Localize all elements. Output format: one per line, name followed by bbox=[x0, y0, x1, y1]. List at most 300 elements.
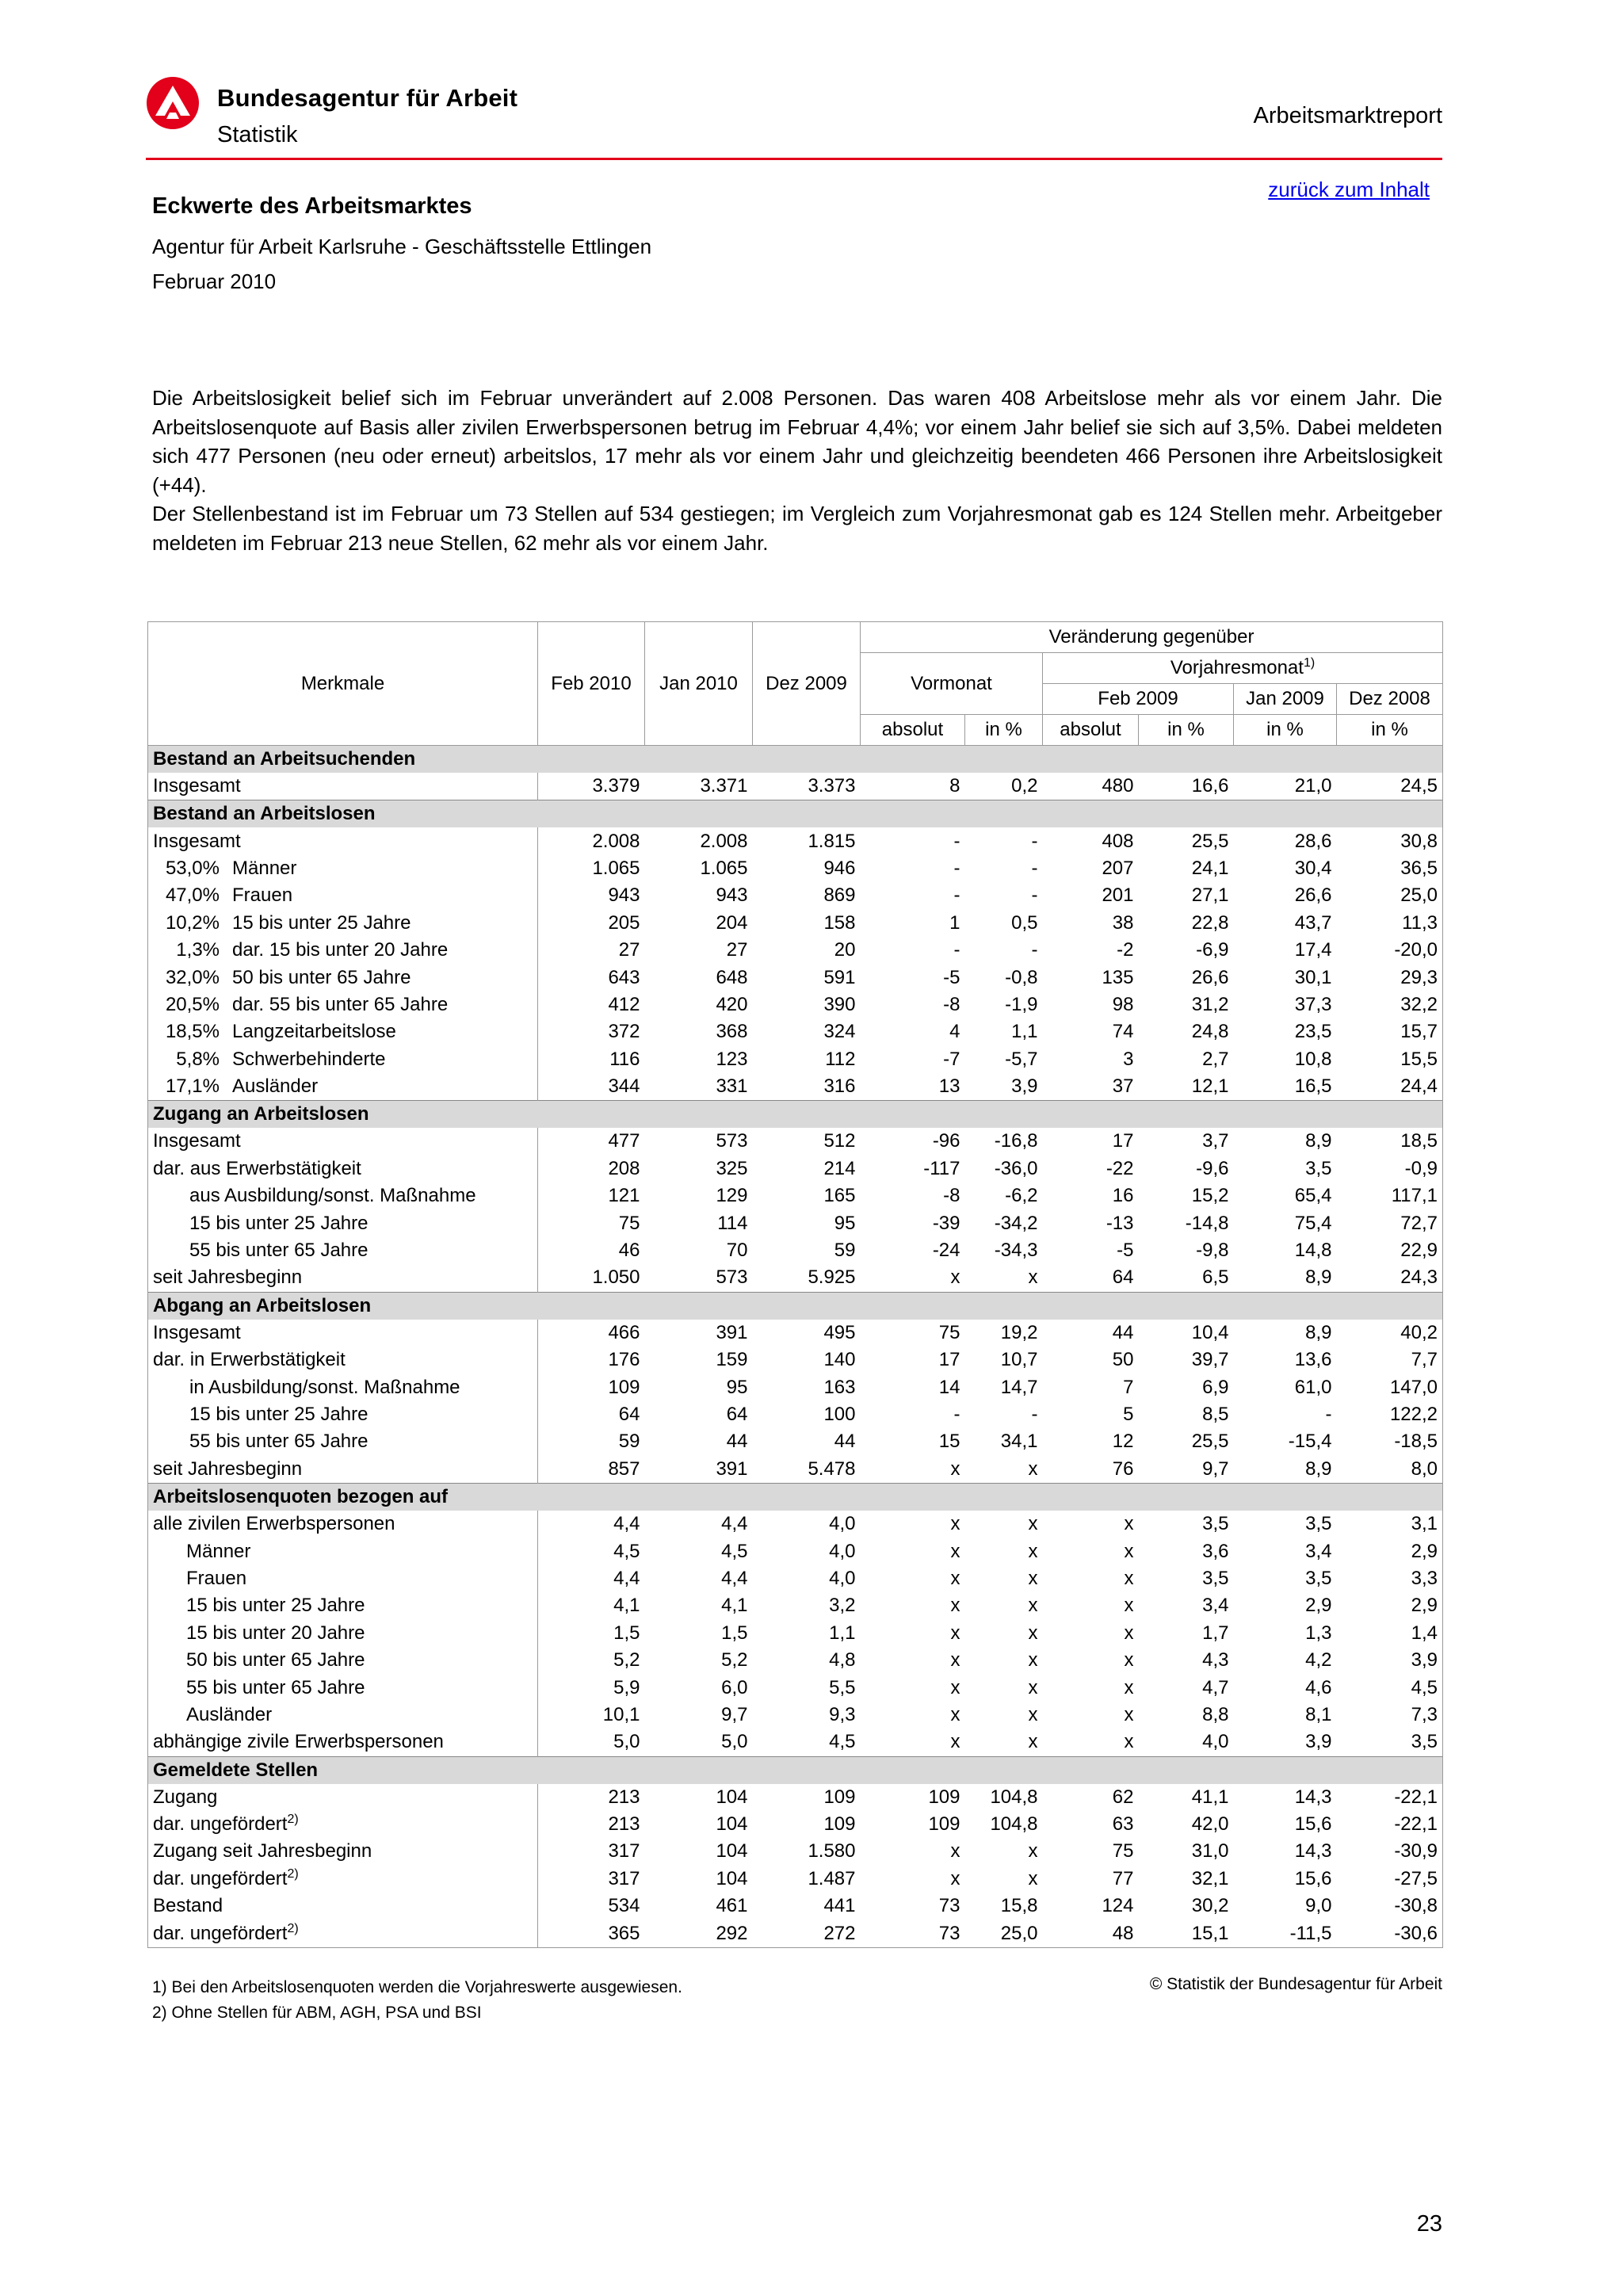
table-cell: -5 bbox=[1117, 1240, 1134, 1262]
table-cell: 3.371 bbox=[700, 775, 748, 797]
header-jan-2010: Jan 2010 bbox=[645, 622, 753, 746]
table-cell: 3.373 bbox=[808, 775, 856, 797]
table-cell: -30,8 bbox=[1337, 1893, 1443, 1920]
table-cell: 21,0 bbox=[1294, 775, 1332, 797]
table-cell: -6,9 bbox=[1196, 939, 1229, 961]
table-cell: 22,8 bbox=[1191, 911, 1229, 934]
table-cell: 534 bbox=[608, 1895, 640, 1917]
table-cell: x bbox=[950, 1703, 960, 1725]
row-label bbox=[148, 1373, 538, 1400]
section-fill bbox=[538, 1483, 1443, 1511]
table-cell: 8,9 bbox=[1305, 1130, 1332, 1152]
table-cell: 3,6 bbox=[1202, 1540, 1229, 1562]
table-cell: 2,9 bbox=[1305, 1595, 1332, 1617]
row-label bbox=[148, 855, 538, 882]
table-row bbox=[148, 1073, 1443, 1101]
row-label bbox=[148, 1538, 538, 1564]
header-in-pct: in % bbox=[1337, 715, 1443, 746]
table-cell: -13 bbox=[1106, 1212, 1134, 1234]
table-row bbox=[148, 1674, 1443, 1701]
row-label bbox=[148, 1073, 538, 1101]
share-percent: 5,8% bbox=[176, 1048, 220, 1070]
table-cell: 76 bbox=[1112, 1457, 1134, 1480]
table-cell: 3,9 bbox=[1011, 1075, 1038, 1098]
table-cell: 41,1 bbox=[1191, 1786, 1229, 1808]
table-row bbox=[148, 1401, 1443, 1428]
row-label bbox=[148, 910, 538, 937]
table-cell: 95 bbox=[726, 1376, 748, 1398]
table-cell: 292 bbox=[645, 1920, 753, 1947]
row-label-text: Ausländer bbox=[186, 1703, 273, 1725]
table-cell: 17 bbox=[938, 1349, 960, 1371]
table-row bbox=[148, 1237, 1443, 1264]
row-label-text: 55 bis unter 65 Jahre bbox=[189, 1431, 369, 1453]
table-cell: x bbox=[1124, 1622, 1134, 1644]
row-label-text: seit Jahresbeginn bbox=[153, 1457, 303, 1480]
header-merkmale: Merkmale bbox=[148, 622, 538, 746]
table-cell: -117 bbox=[923, 1157, 960, 1179]
table-cell: - bbox=[1031, 884, 1038, 907]
row-label-text: 55 bis unter 65 Jahre bbox=[186, 1676, 365, 1698]
table-cell: 135 bbox=[1102, 966, 1134, 988]
table-cell: 121 bbox=[608, 1185, 640, 1207]
footnote-ref: 2) bbox=[287, 1813, 299, 1827]
share-percent: 53,0% bbox=[165, 857, 220, 879]
table-cell: 147,0 bbox=[1337, 1373, 1443, 1400]
table-cell: 15,5 bbox=[1337, 1046, 1443, 1073]
table-cell: 29,3 bbox=[1337, 964, 1443, 991]
table-cell: 1,5 bbox=[613, 1622, 640, 1644]
table-cell: x bbox=[1028, 1703, 1038, 1725]
table-cell: 6,5 bbox=[1202, 1266, 1229, 1289]
header-jan-2009: Jan 2009 bbox=[1234, 684, 1337, 715]
table-cell: 5.925 bbox=[808, 1266, 856, 1289]
table-cell: 4,2 bbox=[1305, 1649, 1332, 1671]
table-cell: 420 bbox=[716, 993, 748, 1015]
table-cell: 42,0 bbox=[1191, 1813, 1229, 1836]
header-veraenderung: Veränderung gegenüber bbox=[861, 622, 1443, 653]
table-cell: x bbox=[950, 1457, 960, 1480]
vorjahresmonat-label: Vorjahresmonat bbox=[1170, 657, 1304, 678]
table-cell: 12,1 bbox=[1191, 1075, 1229, 1098]
table-cell: 100 bbox=[823, 1404, 856, 1425]
table-cell: 5,9 bbox=[613, 1676, 640, 1698]
section-title: Zugang an Arbeitslosen bbox=[148, 1101, 538, 1129]
table-cell: 214 bbox=[823, 1157, 856, 1179]
table-cell: 272 bbox=[753, 1920, 861, 1947]
table-cell: 10,7 bbox=[1000, 1349, 1038, 1371]
table-cell: 4,7 bbox=[1202, 1676, 1229, 1698]
share-percent: 1,3% bbox=[176, 939, 220, 961]
row-label bbox=[148, 1209, 538, 1236]
row-label-text: dar. ungefördert bbox=[153, 1867, 288, 1889]
table-cell: 104 bbox=[716, 1813, 748, 1836]
table-cell: -16,8 bbox=[994, 1130, 1038, 1152]
table-cell: 3,5 bbox=[1337, 1729, 1443, 1756]
table-cell: 44 bbox=[834, 1431, 856, 1453]
table-cell: 204 bbox=[716, 911, 748, 934]
row-label-text: dar. ungefördert bbox=[153, 1922, 288, 1944]
table-cell: 24,4 bbox=[1337, 1073, 1443, 1101]
table-cell: x bbox=[1028, 1731, 1038, 1753]
row-label bbox=[148, 1237, 538, 1264]
row-label bbox=[148, 1264, 538, 1292]
row-label bbox=[148, 1920, 538, 1947]
table-cell: 43,7 bbox=[1294, 911, 1332, 934]
row-label-text: dar. 15 bis unter 20 Jahre bbox=[232, 939, 449, 961]
table-cell: 3,5 bbox=[1202, 1513, 1229, 1535]
table-cell: 648 bbox=[716, 966, 748, 988]
share-percent: 20,5% bbox=[165, 993, 220, 1015]
table-cell: 480 bbox=[1102, 775, 1134, 797]
table-cell: x bbox=[1124, 1649, 1134, 1671]
row-label bbox=[148, 1401, 538, 1428]
table-cell: 165 bbox=[823, 1185, 856, 1207]
table-cell: 4,4 bbox=[613, 1567, 640, 1589]
table-cell: 26,6 bbox=[1294, 884, 1332, 907]
table-cell: - bbox=[953, 1404, 960, 1425]
row-label-text: 15 bis unter 20 Jahre bbox=[186, 1622, 365, 1644]
table-cell: x bbox=[1028, 1676, 1038, 1698]
table-row bbox=[148, 991, 1443, 1018]
table-cell: 1,5 bbox=[721, 1622, 748, 1644]
table-cell: -11,5 bbox=[1234, 1920, 1337, 1947]
section-fill bbox=[538, 800, 1443, 828]
table-cell: -22,1 bbox=[1337, 1784, 1443, 1811]
table-row bbox=[148, 1209, 1443, 1236]
table-cell: 4,5 bbox=[613, 1540, 640, 1562]
table-cell: 6,9 bbox=[1202, 1376, 1229, 1398]
row-label bbox=[148, 1784, 538, 1811]
table-cell: - bbox=[1031, 830, 1038, 852]
table-cell: x bbox=[1124, 1595, 1134, 1617]
table-cell: 213 bbox=[608, 1786, 640, 1808]
row-label-text: Zugang seit Jahresbeginn bbox=[153, 1840, 372, 1862]
summary-text bbox=[152, 384, 1442, 557]
table-cell: 3,7 bbox=[1202, 1130, 1229, 1152]
table-cell: 46 bbox=[618, 1240, 640, 1262]
table-cell: x bbox=[950, 1540, 960, 1562]
table-cell: 331 bbox=[716, 1075, 748, 1098]
row-label-text: in Ausbildung/sonst. Maßnahme bbox=[189, 1376, 460, 1398]
table-cell: 4,1 bbox=[721, 1595, 748, 1617]
table-cell: 75 bbox=[618, 1212, 640, 1234]
table-cell: x bbox=[1028, 1867, 1038, 1889]
table-cell: - bbox=[1031, 857, 1038, 879]
report-date: Februar 2010 bbox=[152, 269, 277, 293]
table-cell: 39,7 bbox=[1191, 1349, 1229, 1371]
table-cell: 4,0 bbox=[829, 1567, 856, 1589]
table-row bbox=[148, 1592, 1443, 1619]
table-cell: 3,4 bbox=[1305, 1540, 1332, 1562]
table-cell: 441 bbox=[823, 1895, 856, 1917]
section-header-row bbox=[148, 1292, 1443, 1320]
section-title: Gemeldete Stellen bbox=[148, 1756, 538, 1784]
table-cell: 24,3 bbox=[1337, 1264, 1443, 1292]
table-cell: - bbox=[953, 939, 960, 961]
row-label-text: Insgesamt bbox=[153, 775, 241, 797]
table-cell: 24,1 bbox=[1191, 857, 1229, 879]
table-cell: 14,3 bbox=[1294, 1840, 1332, 1862]
table-cell: -7 bbox=[943, 1048, 960, 1070]
table-cell: 16,5 bbox=[1294, 1075, 1332, 1098]
table-cell: x bbox=[1124, 1731, 1134, 1753]
table-cell: 391 bbox=[716, 1321, 748, 1343]
section-title: Abgang an Arbeitslosen bbox=[148, 1292, 538, 1320]
table-cell: 44 bbox=[726, 1431, 748, 1453]
table-cell: 15,7 bbox=[1337, 1018, 1443, 1045]
row-label-text: 15 bis unter 25 Jahre bbox=[189, 1212, 369, 1234]
table-row bbox=[148, 1320, 1443, 1347]
row-label bbox=[148, 1729, 538, 1756]
section-title: Bestand an Arbeitsuchenden bbox=[148, 746, 538, 774]
table-cell: -8 bbox=[943, 1185, 960, 1207]
table-cell: 14,8 bbox=[1294, 1240, 1332, 1262]
share-percent: 47,0% bbox=[165, 884, 220, 907]
table-cell: 4,0 bbox=[1202, 1731, 1229, 1753]
footnote-ref: 1) bbox=[1303, 656, 1316, 670]
row-label bbox=[148, 1702, 538, 1729]
table-cell: 104 bbox=[716, 1786, 748, 1808]
table-cell: 117,1 bbox=[1337, 1182, 1443, 1209]
table-cell: 30,1 bbox=[1294, 966, 1332, 988]
footnote-2: 2) Ohne Stellen für ABM, AGH, PSA und BSI bbox=[152, 2004, 482, 2022]
table-cell: 8,9 bbox=[1305, 1321, 1332, 1343]
table-cell: 7,7 bbox=[1337, 1347, 1443, 1373]
table-cell: 15,6 bbox=[1294, 1867, 1332, 1889]
table-cell: x bbox=[950, 1731, 960, 1753]
section-fill bbox=[538, 1101, 1443, 1129]
row-label-text: Frauen bbox=[186, 1567, 247, 1589]
table-cell: 3,9 bbox=[1337, 1647, 1443, 1674]
table-cell: 26,6 bbox=[1191, 966, 1229, 988]
row-label bbox=[148, 1128, 538, 1155]
table-cell: 15,6 bbox=[1294, 1813, 1332, 1836]
table-cell: -22 bbox=[1106, 1157, 1134, 1179]
table-cell: 4,0 bbox=[829, 1513, 856, 1535]
table-cell: 22,9 bbox=[1337, 1237, 1443, 1264]
table-cell: 112 bbox=[825, 1048, 856, 1070]
section-header-row bbox=[148, 746, 1443, 774]
table-cell: - bbox=[1031, 1404, 1038, 1425]
table-cell: 50 bbox=[1112, 1349, 1134, 1371]
table-cell: 643 bbox=[608, 966, 640, 988]
table-row bbox=[148, 1018, 1443, 1045]
table-cell: 7,3 bbox=[1337, 1702, 1443, 1729]
table-cell: 13 bbox=[938, 1075, 960, 1098]
row-label bbox=[148, 991, 538, 1018]
table-cell: 34,1 bbox=[1000, 1431, 1038, 1453]
table-cell: -9,8 bbox=[1196, 1240, 1229, 1262]
section-fill bbox=[538, 746, 1443, 774]
table-cell: 8,8 bbox=[1202, 1703, 1229, 1725]
share-percent: 18,5% bbox=[165, 1021, 220, 1043]
table-cell: -22,1 bbox=[1337, 1811, 1443, 1838]
summary-paragraph-2: Der Stellenbestand ist im Februar um 73 Stellen auf 534 gestiegen; im Vergleich zum Vorjahresmonat gab es 124 Stellen mehr. Arbeitgeber meldeten im Februar 213 neue Stellen, 62 mehr als vor einem Jahr. bbox=[152, 502, 1442, 555]
table-cell: -0,8 bbox=[1005, 966, 1038, 988]
row-label bbox=[148, 773, 538, 800]
table-cell: 1,1 bbox=[1011, 1021, 1038, 1043]
table-cell: 1,7 bbox=[1202, 1622, 1229, 1644]
table-cell: 7 bbox=[1123, 1376, 1134, 1398]
row-label bbox=[148, 937, 538, 964]
table-cell: 104,8 bbox=[990, 1786, 1038, 1808]
footnotes bbox=[152, 1975, 682, 2026]
table-cell: 408 bbox=[1102, 830, 1134, 852]
table-cell: 70 bbox=[726, 1240, 748, 1262]
table-cell: - bbox=[953, 884, 960, 907]
row-label bbox=[148, 1866, 538, 1893]
table-cell: 8,5 bbox=[1202, 1404, 1229, 1425]
table-cell: 10,8 bbox=[1294, 1048, 1332, 1070]
table-cell: 591 bbox=[823, 966, 856, 988]
row-label-text: alle zivilen Erwerbspersonen bbox=[153, 1513, 395, 1535]
table-cell: 129 bbox=[716, 1185, 748, 1207]
table-cell: 14,7 bbox=[1000, 1376, 1038, 1398]
table-cell: x bbox=[950, 1840, 960, 1862]
table-cell: 324 bbox=[823, 1021, 856, 1043]
table-cell: 27 bbox=[618, 939, 640, 961]
table-cell: x bbox=[1124, 1676, 1134, 1698]
table-cell: 95 bbox=[834, 1212, 856, 1234]
footnote-1: 1) Bei den Arbeitslosenquoten werden die Vorjahreswerte ausgewiesen. bbox=[152, 1978, 682, 1996]
table-cell: -39 bbox=[932, 1212, 960, 1234]
table-row bbox=[148, 1811, 1443, 1838]
table-row bbox=[148, 1538, 1443, 1564]
table-cell: 4,4 bbox=[721, 1513, 748, 1535]
table-cell: 30,8 bbox=[1337, 827, 1443, 854]
table-cell: -27,5 bbox=[1337, 1866, 1443, 1893]
table-cell: -8 bbox=[943, 993, 960, 1015]
table-cell: 466 bbox=[608, 1321, 640, 1343]
table-cell: x bbox=[1028, 1457, 1038, 1480]
row-label bbox=[148, 1811, 538, 1838]
table-cell: 412 bbox=[608, 993, 640, 1015]
table-cell: 201 bbox=[1102, 884, 1134, 907]
table-row bbox=[148, 1373, 1443, 1400]
table-cell: 316 bbox=[823, 1075, 856, 1098]
table-cell: -30,6 bbox=[1337, 1920, 1443, 1947]
section-header-row bbox=[148, 1756, 1443, 1784]
row-label bbox=[148, 1893, 538, 1920]
row-label bbox=[148, 882, 538, 909]
row-label-text: 15 bis unter 25 Jahre bbox=[189, 1404, 369, 1425]
page-subtitle: Agentur für Arbeit Karlsruhe - Geschäftsstelle Ettlingen bbox=[152, 235, 652, 258]
table-cell: 15,8 bbox=[1000, 1895, 1038, 1917]
header-absolut: absolut bbox=[861, 715, 965, 746]
table-cell: 3,9 bbox=[1305, 1731, 1332, 1753]
row-label bbox=[148, 1838, 538, 1865]
table-cell: 25,5 bbox=[1191, 1431, 1229, 1453]
section-header-row bbox=[148, 1101, 1443, 1129]
table-cell: 3,5 bbox=[1305, 1157, 1332, 1179]
table-row bbox=[148, 1866, 1443, 1893]
key-figures-table bbox=[147, 621, 1443, 1948]
table-row bbox=[148, 1620, 1443, 1647]
table-cell: -15,4 bbox=[1288, 1431, 1332, 1453]
table-cell: 37 bbox=[1112, 1075, 1134, 1098]
row-label-text: Langzeitarbeitslose bbox=[232, 1021, 396, 1043]
table-cell: 477 bbox=[608, 1130, 640, 1152]
table-cell: 365 bbox=[538, 1920, 645, 1947]
table-cell: 37,3 bbox=[1294, 993, 1332, 1015]
table-row bbox=[148, 1128, 1443, 1155]
table-cell: 25,5 bbox=[1191, 830, 1229, 852]
share-percent: 17,1% bbox=[165, 1075, 220, 1098]
row-label bbox=[148, 1511, 538, 1538]
table-cell: 63 bbox=[1112, 1813, 1134, 1836]
copyright-note: © Statistik der Bundesagentur für Arbeit bbox=[1149, 1975, 1442, 1993]
table-row bbox=[148, 1702, 1443, 1729]
table-cell: 28,6 bbox=[1294, 830, 1332, 852]
table-cell: 104 bbox=[716, 1840, 748, 1862]
table-cell: 109 bbox=[608, 1376, 640, 1398]
table-cell: 3,2 bbox=[829, 1595, 856, 1617]
back-to-contents-link[interactable]: zurück zum Inhalt bbox=[1268, 178, 1430, 201]
table-cell: x bbox=[1028, 1266, 1038, 1289]
table-cell: 31,2 bbox=[1191, 993, 1229, 1015]
table-cell: 213 bbox=[608, 1813, 640, 1836]
table-cell: x bbox=[1124, 1567, 1134, 1589]
table-cell: 4 bbox=[949, 1021, 960, 1043]
header-in-pct: in % bbox=[1234, 715, 1337, 746]
table-cell: 25,0 bbox=[1337, 882, 1443, 909]
table-cell: 372 bbox=[608, 1021, 640, 1043]
table-cell: 10,1 bbox=[602, 1703, 640, 1725]
report-label: Arbeitsmarktreport bbox=[1253, 103, 1442, 128]
row-label-text: 50 bis unter 65 Jahre bbox=[186, 1649, 365, 1671]
row-label-text: Ausländer bbox=[232, 1075, 319, 1098]
table-cell: 25,0 bbox=[965, 1920, 1043, 1947]
table-cell: 1.065 bbox=[592, 857, 640, 879]
table-cell: 1,4 bbox=[1337, 1620, 1443, 1647]
table-cell: 3,5 bbox=[1305, 1567, 1332, 1589]
table-cell: 123 bbox=[716, 1048, 748, 1070]
row-label bbox=[148, 1046, 538, 1073]
table-row bbox=[148, 1347, 1443, 1373]
section-fill bbox=[538, 1292, 1443, 1320]
table-cell: -36,0 bbox=[994, 1157, 1038, 1179]
table-cell: 30,4 bbox=[1294, 857, 1332, 879]
table-cell: 317 bbox=[608, 1840, 640, 1862]
section-header-row bbox=[148, 1483, 1443, 1511]
table-cell: -0,9 bbox=[1337, 1156, 1443, 1182]
table-cell: 59 bbox=[834, 1240, 856, 1262]
row-label-text: Zugang bbox=[153, 1786, 218, 1808]
table-cell: 208 bbox=[608, 1157, 640, 1179]
table-cell: 14,3 bbox=[1294, 1786, 1332, 1808]
section-fill bbox=[538, 1756, 1443, 1784]
table-cell: 9,7 bbox=[721, 1703, 748, 1725]
page-number: 23 bbox=[1416, 2211, 1442, 2237]
share-percent: 10,2% bbox=[165, 911, 220, 934]
row-label bbox=[148, 1620, 538, 1647]
table-cell: 163 bbox=[823, 1376, 856, 1398]
table-cell: 2.008 bbox=[700, 830, 748, 852]
table-cell: 65,4 bbox=[1294, 1185, 1332, 1207]
section-title: Bestand an Arbeitslosen bbox=[148, 800, 538, 828]
table-cell: 75 bbox=[1112, 1840, 1134, 1862]
ba-logo-icon bbox=[146, 76, 200, 130]
table-cell: 77 bbox=[1112, 1867, 1134, 1889]
table-cell: 32,2 bbox=[1337, 991, 1443, 1018]
table-cell: 17,4 bbox=[1294, 939, 1332, 961]
table-cell: 72,7 bbox=[1337, 1209, 1443, 1236]
table-cell: 4,3 bbox=[1202, 1649, 1229, 1671]
table-cell: 11,3 bbox=[1337, 910, 1443, 937]
section-header-row bbox=[148, 800, 1443, 828]
table-row bbox=[148, 855, 1443, 882]
